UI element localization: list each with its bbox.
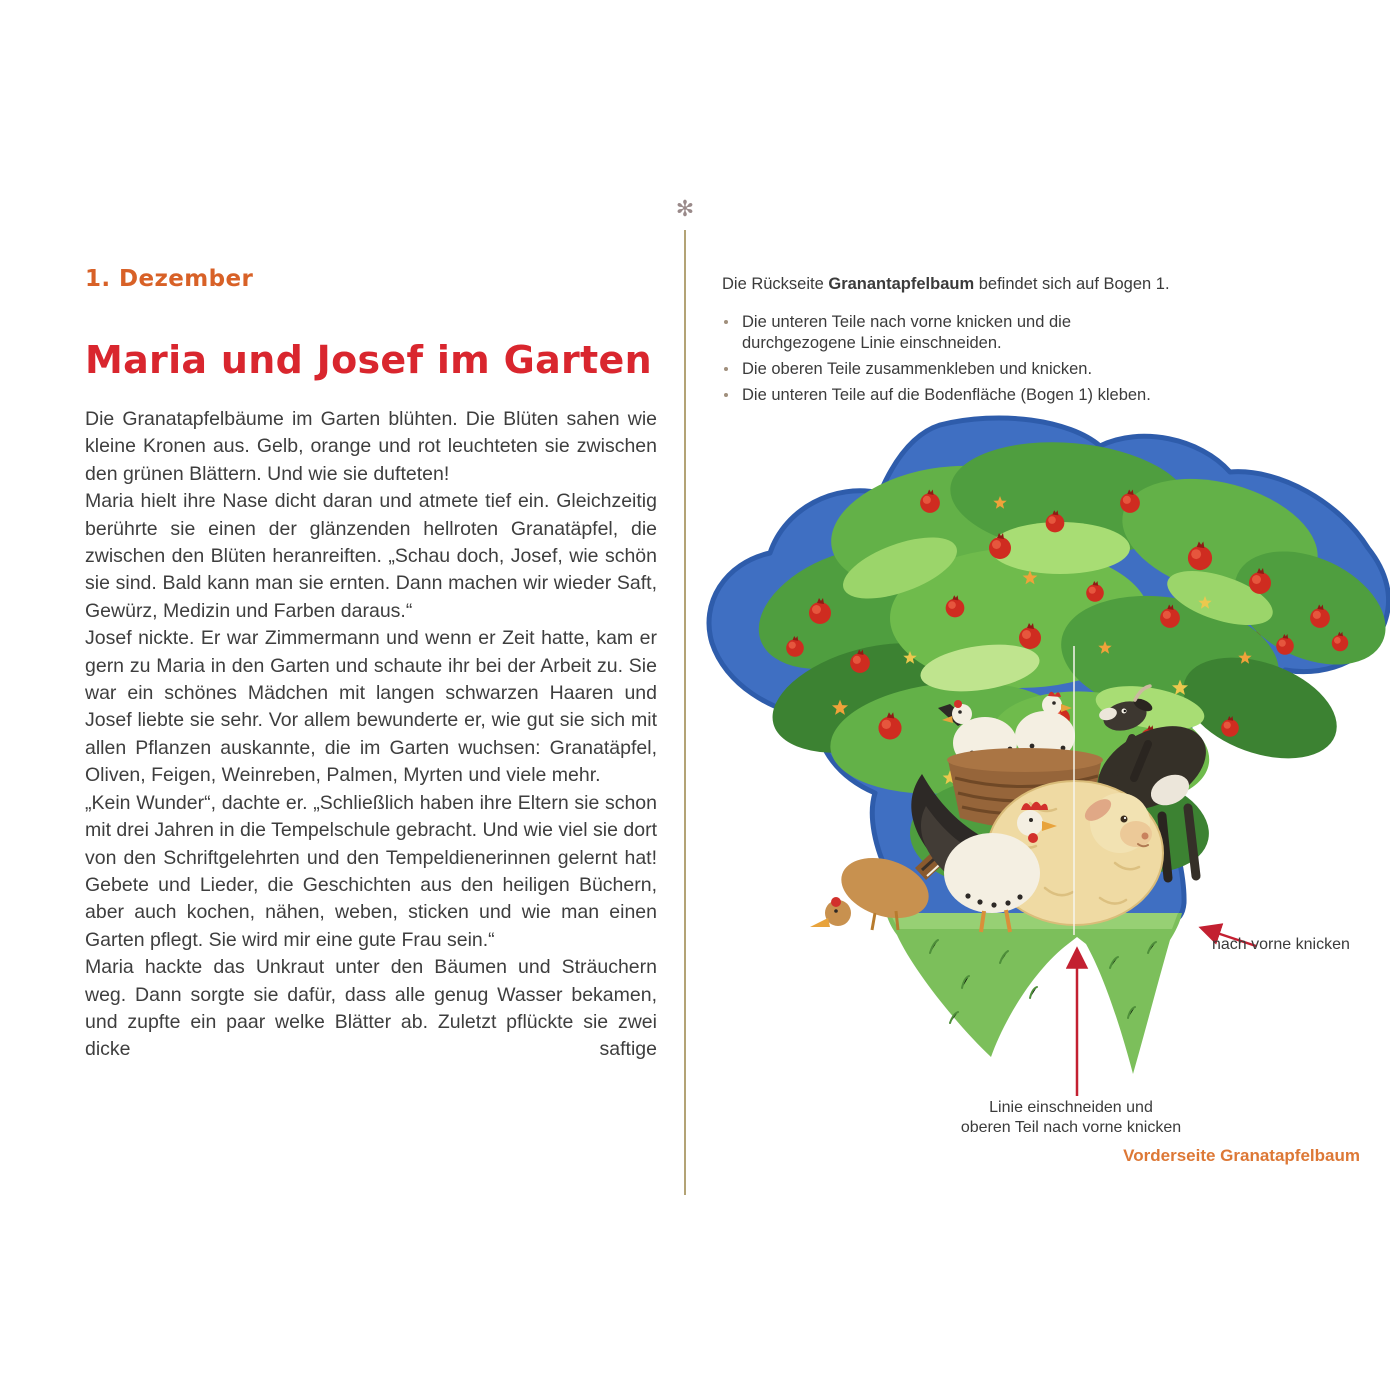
story-text xyxy=(85,406,657,1064)
instruction-list xyxy=(722,312,1174,406)
page-divider xyxy=(684,230,686,1195)
instruction-text: Die unteren Teile nach vorne knicken und die durchgezogene Linie einschneiden. xyxy=(742,313,1071,352)
story-title: Maria und Josef im Garten xyxy=(85,338,652,382)
intro-suffix: befindet sich auf Bogen 1. xyxy=(974,275,1170,293)
intro-bold-word: Granantapfelbaum xyxy=(828,275,975,293)
divider-flower-icon: ✻ xyxy=(675,196,695,221)
story-paragraph: Maria hielt ihre Nase dicht daran und atmete tief ein. Gleichzeitig berührte sie einen der glänzenden hellroten Granatäpfel, die zwischen den Blüten heranreiften. „Schau doch, Josef, wie schön sie sind. Bald kann man sie ernten. Dann machen wir wieder Saft, Gewürz, Medizin und Farben daraus.“ xyxy=(85,490,657,622)
sheet-caption: Vorderseite Granatapfelbaum xyxy=(1123,1146,1360,1165)
date-heading: 1. Dezember xyxy=(85,266,254,292)
cut-annotation-line: oberen Teil nach vorne knicken xyxy=(960,1119,1182,1136)
cut-annotation-line: Linie einschneiden und xyxy=(989,1099,1153,1116)
pomegranate-tree-illustration xyxy=(700,408,1390,1108)
instruction-text: Die unteren Teile auf die Bodenfläche (Bogen 1) kleben. xyxy=(742,386,1151,404)
instruction-item xyxy=(722,312,1174,354)
story-paragraph: Josef nickte. Er war Zimmermann und wenn er Zeit hatte, kam er gern zu Maria in den Garten und schaute ihr bei der Arbeit zu. Sie war ein schönes Mädchen mit langen schwarzen Haaren und Josef liebte sie sehr. Vor allem bewunderte er, wie gut sie sich mit allen Pflanzen auskannte, die im Garten wuchsen: Granatäpfel, Oliven, Feigen, Weinreben, Palmen, Myrten und viele mehr. xyxy=(85,627,657,787)
story-paragraph: Maria hackte das Unkraut unter den Bäumen und Sträuchern weg. Dann sorgte sie dafür, dass alle genug Wasser bekamen, und zupfte ein paar welke Blätter ab. Zuletzt pflückte sie zwei dicke saftige xyxy=(85,956,657,1061)
instructions-intro xyxy=(722,274,1202,295)
instruction-text: Die oberen Teile zusammenkleben und knicken. xyxy=(742,360,1093,378)
bullet-dot-icon xyxy=(724,393,728,397)
cut-annotation xyxy=(916,1098,1226,1138)
story-paragraph: Die Granatapfelbäume im Garten blühten. Die Blüten sahen wie kleine Kronen aus. Gelb, orange und rot leuchteten sie zwischen den grünen Blättern. Und wie sie dufteten! xyxy=(85,408,657,485)
bullet-dot-icon xyxy=(724,320,728,324)
instruction-item xyxy=(722,385,1174,406)
bullet-dot-icon xyxy=(724,367,728,371)
intro-prefix: Die Rückseite xyxy=(722,275,829,293)
story-paragraph: „Kein Wunder“, dachte er. „Schließlich haben ihre Eltern sie schon mit drei Jahren in die Tempelschule gebracht. Und wie viel sie dort von den Schriftgelehrten und den Tempeldienerinnen gelernt hat! Gebete und Lieder, die Geschichten aus den heiligen Büchern, aber auch kochen, nähen, weben, sticken und wie man einen Garten pflegt. Sie wird mir eine gute Frau sein.“ xyxy=(85,791,657,951)
fold-annotation: nach vorne knicken xyxy=(1212,936,1350,953)
craft-instructions xyxy=(722,274,1202,411)
instruction-item xyxy=(722,359,1174,380)
grass-flaps xyxy=(886,913,1182,1074)
